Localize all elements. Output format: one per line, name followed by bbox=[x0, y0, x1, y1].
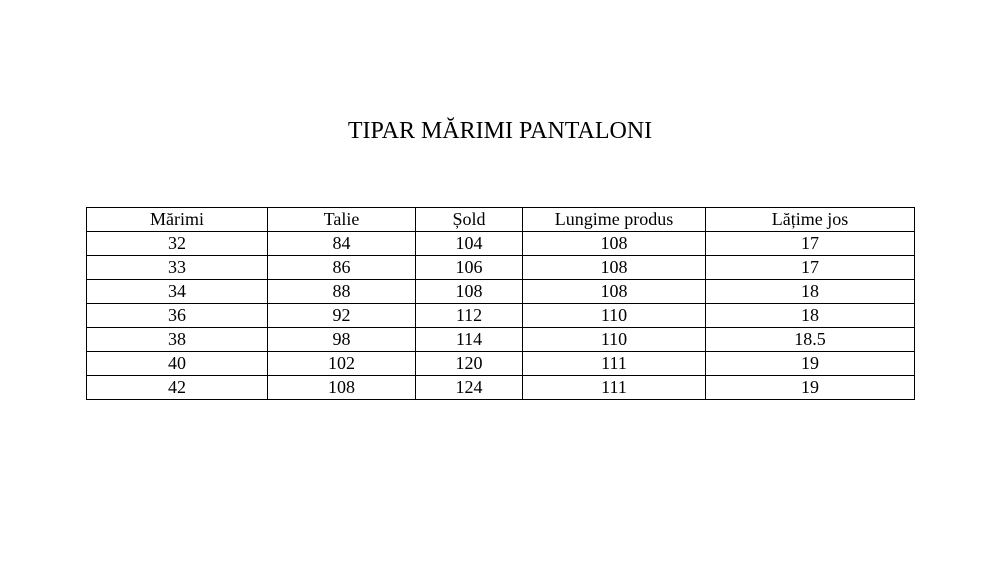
table-header-row bbox=[87, 208, 915, 232]
table-cell: 88 bbox=[268, 280, 416, 304]
table-cell: 33 bbox=[87, 256, 268, 280]
column-header-waist: Talie bbox=[268, 208, 416, 232]
table-cell: 112 bbox=[416, 304, 523, 328]
table-cell: 114 bbox=[416, 328, 523, 352]
table-row bbox=[87, 256, 915, 280]
column-header-length: Lungime produs bbox=[523, 208, 706, 232]
table-row bbox=[87, 352, 915, 376]
table-cell: 32 bbox=[87, 232, 268, 256]
table-cell: 111 bbox=[523, 352, 706, 376]
table-cell: 18.5 bbox=[706, 328, 915, 352]
table-cell: 111 bbox=[523, 376, 706, 400]
table-cell: 38 bbox=[87, 328, 268, 352]
table-cell: 108 bbox=[416, 280, 523, 304]
table-cell: 42 bbox=[87, 376, 268, 400]
table-cell: 108 bbox=[523, 256, 706, 280]
table-cell: 36 bbox=[87, 304, 268, 328]
column-header-hip: Șold bbox=[416, 208, 523, 232]
table-row bbox=[87, 304, 915, 328]
table-cell: 19 bbox=[706, 352, 915, 376]
table-row bbox=[87, 280, 915, 304]
table-cell: 17 bbox=[706, 256, 915, 280]
table-cell: 108 bbox=[523, 232, 706, 256]
table-cell: 108 bbox=[523, 280, 706, 304]
table-row bbox=[87, 376, 915, 400]
column-header-size: Mărimi bbox=[87, 208, 268, 232]
column-header-bottom-width: Lățime jos bbox=[706, 208, 915, 232]
table-row bbox=[87, 232, 915, 256]
table-cell: 104 bbox=[416, 232, 523, 256]
table-cell: 110 bbox=[523, 328, 706, 352]
table-cell: 18 bbox=[706, 304, 915, 328]
table-cell: 34 bbox=[87, 280, 268, 304]
table-cell: 92 bbox=[268, 304, 416, 328]
table-cell: 106 bbox=[416, 256, 523, 280]
table-cell: 102 bbox=[268, 352, 416, 376]
table-cell: 124 bbox=[416, 376, 523, 400]
table-cell: 120 bbox=[416, 352, 523, 376]
table-cell: 86 bbox=[268, 256, 416, 280]
table-row bbox=[87, 328, 915, 352]
size-chart-table bbox=[86, 207, 915, 400]
table-cell: 40 bbox=[87, 352, 268, 376]
table-cell: 110 bbox=[523, 304, 706, 328]
table-cell: 19 bbox=[706, 376, 915, 400]
table-cell: 84 bbox=[268, 232, 416, 256]
table-cell: 108 bbox=[268, 376, 416, 400]
page-title: TIPAR MĂRIMI PANTALONI bbox=[347, 118, 653, 144]
table-cell: 17 bbox=[706, 232, 915, 256]
table-cell: 18 bbox=[706, 280, 915, 304]
table-cell: 98 bbox=[268, 328, 416, 352]
